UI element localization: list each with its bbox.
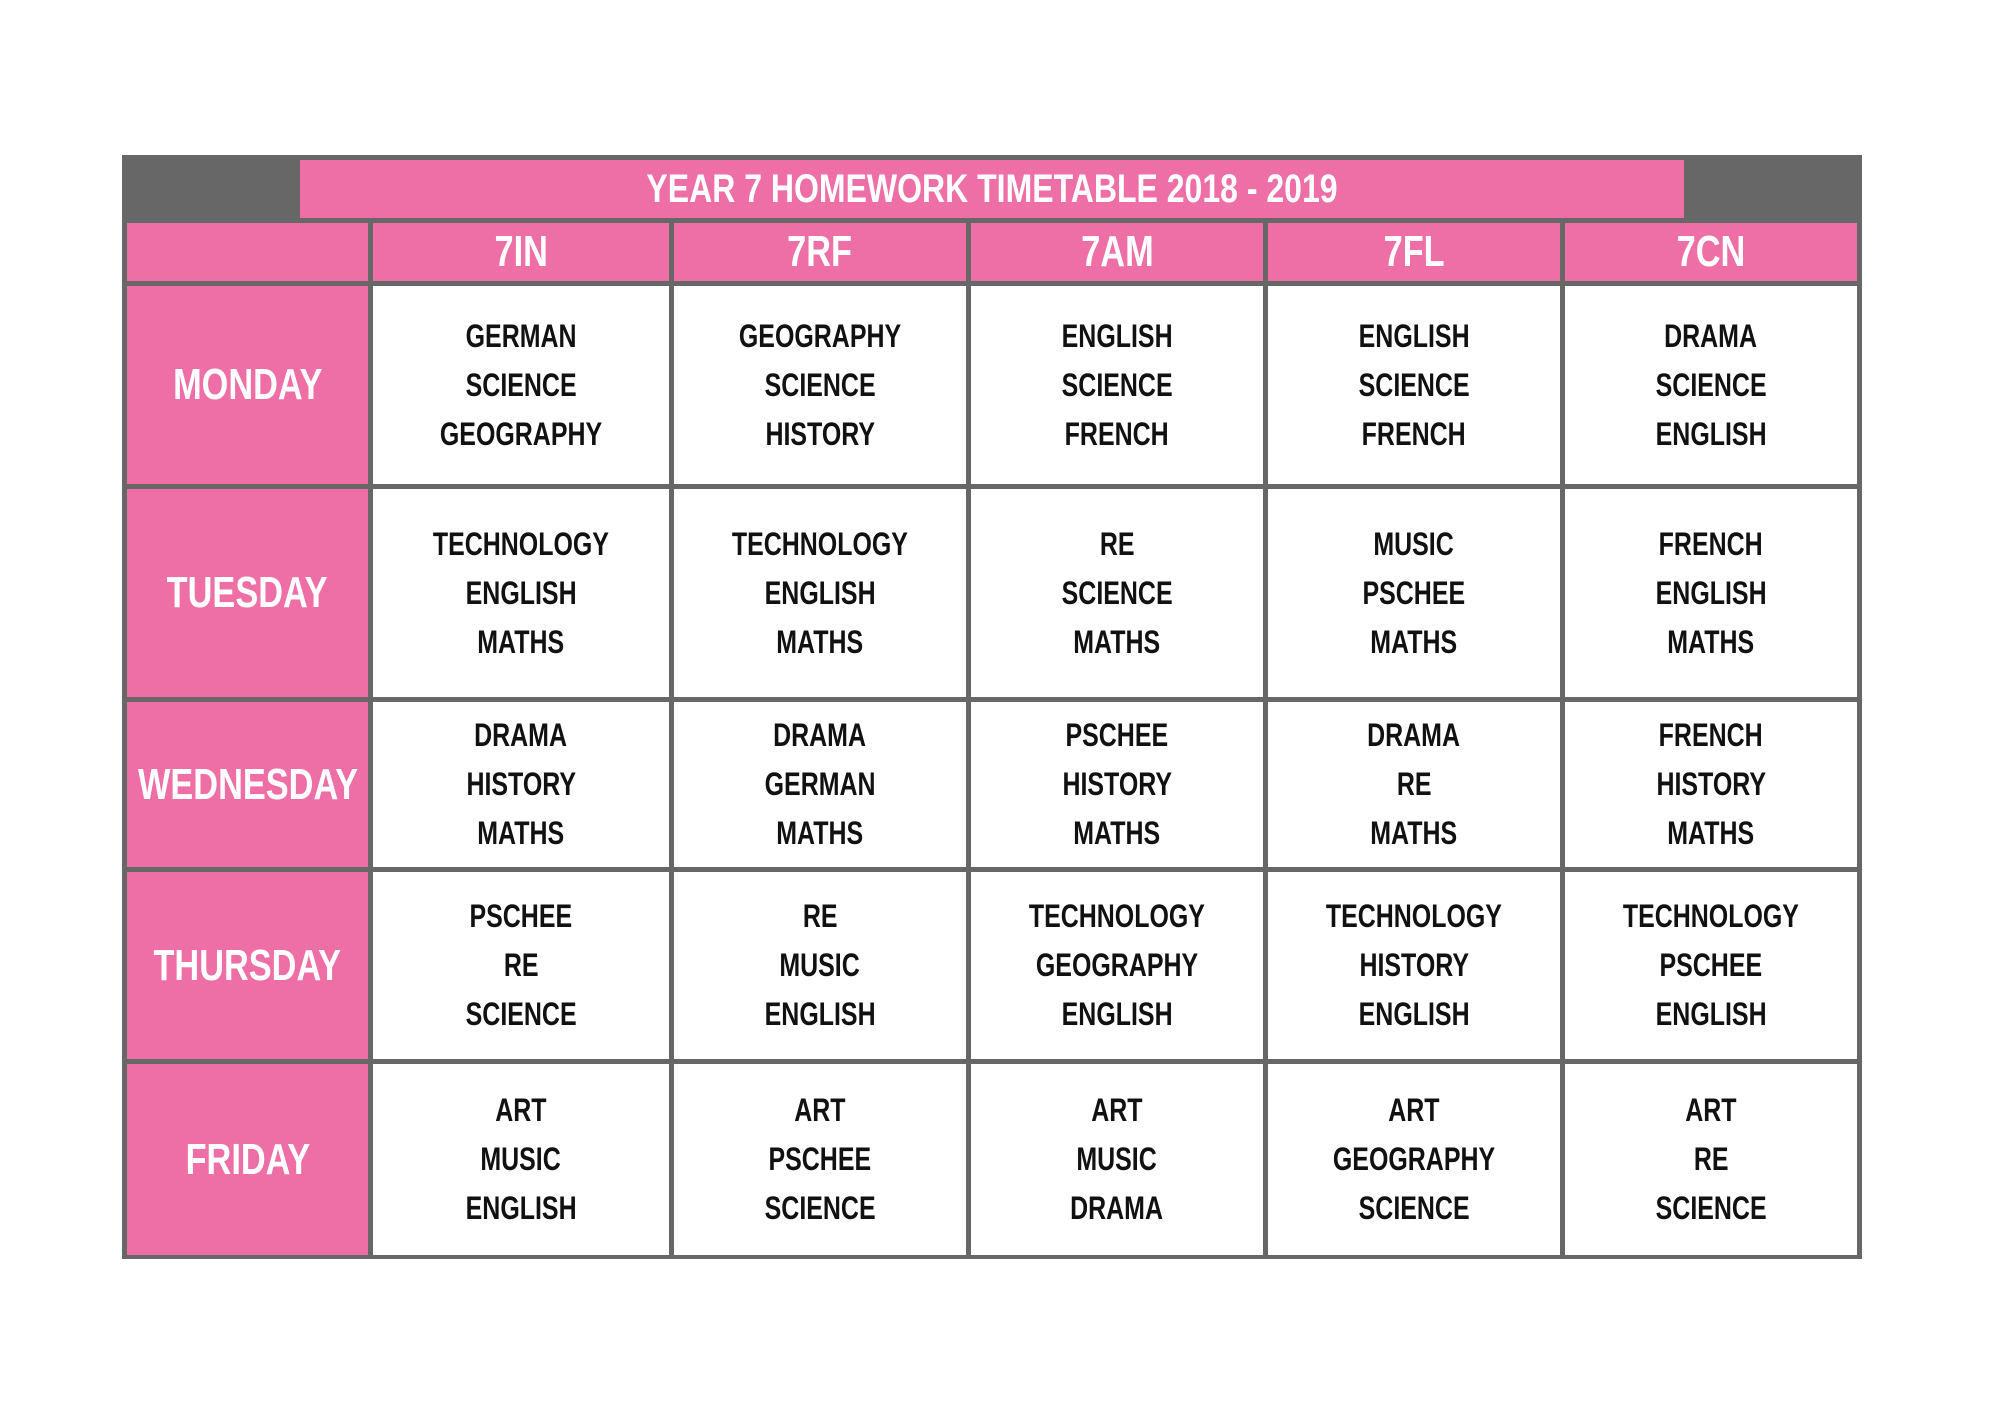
subject-text: SCIENCE <box>465 366 577 403</box>
subject-text: TECHNOLOGY <box>1622 898 1800 934</box>
subject-cell <box>971 286 1263 484</box>
subject-text: ENGLISH <box>1655 574 1767 611</box>
subject-cell <box>373 286 669 484</box>
class-header-7in <box>373 223 669 281</box>
subject-text: ENGLISH <box>764 996 876 1032</box>
subject-text: TECHNOLOGY <box>1325 898 1503 934</box>
subject-cell <box>674 286 966 484</box>
subject-text: SCIENCE <box>1655 366 1767 403</box>
subject-text: MATHS <box>477 623 565 660</box>
subject-cell <box>971 702 1263 867</box>
subject-text: FRENCH <box>1064 415 1169 452</box>
subject-text: GEOGRAPHY <box>738 317 902 354</box>
subject-text: GEOGRAPHY <box>439 415 603 452</box>
subject-cell <box>674 489 966 697</box>
subject-text: HISTORY <box>1062 766 1172 802</box>
subject-text: MATHS <box>1667 623 1755 660</box>
subject-text: RE <box>503 947 539 983</box>
subject-text: RE <box>1396 766 1432 802</box>
subject-cell <box>674 1064 966 1255</box>
subject-text: SCIENCE <box>1061 366 1173 403</box>
subject-text: PSCHEE <box>1362 574 1466 611</box>
subject-text: HISTORY <box>765 415 875 452</box>
subject-text: FRENCH <box>1658 717 1763 753</box>
subject-text: MUSIC <box>1373 525 1455 562</box>
day-label-text: MONDAY <box>172 360 323 409</box>
subject-text: SCIENCE <box>465 996 577 1032</box>
class-header-label: 7RF <box>787 227 853 276</box>
subject-text: SCIENCE <box>1061 574 1173 611</box>
subject-text: SCIENCE <box>1655 1190 1767 1226</box>
subject-text: ART <box>794 1092 846 1128</box>
day-label-tuesday <box>127 489 368 697</box>
subject-cell <box>373 702 669 867</box>
subject-text: ENGLISH <box>465 574 577 611</box>
subject-cell <box>1268 1064 1560 1255</box>
subject-text: TECHNOLOGY <box>432 525 610 562</box>
class-header-label: 7FL <box>1383 227 1445 276</box>
subject-cell <box>971 489 1263 697</box>
class-header-label: 7AM <box>1080 227 1154 276</box>
subject-cell <box>1565 286 1857 484</box>
day-label-text: WEDNESDAY <box>137 759 358 809</box>
subject-text: ENGLISH <box>1358 317 1470 354</box>
subject-text: RE <box>1099 525 1135 562</box>
subject-text: DRAMA <box>1070 1190 1164 1226</box>
subject-cell <box>373 872 669 1059</box>
subject-text: ART <box>1091 1092 1143 1128</box>
subject-text: ENGLISH <box>1655 996 1767 1032</box>
day-label-monday <box>127 286 368 484</box>
class-header-7cn <box>1565 223 1857 281</box>
subject-text: HISTORY <box>1656 766 1766 802</box>
subject-text: MATHS <box>776 815 864 851</box>
subject-text: TECHNOLOGY <box>1028 898 1206 934</box>
subject-text: PSCHEE <box>1065 717 1169 753</box>
subject-text: MUSIC <box>779 947 861 983</box>
class-header-7rf <box>674 223 966 281</box>
homework-timetable <box>122 155 1862 1259</box>
subject-cell <box>1565 872 1857 1059</box>
subject-text: ENGLISH <box>1655 415 1767 452</box>
subject-cell <box>1268 702 1560 867</box>
subject-text: ART <box>1388 1092 1440 1128</box>
subject-cell <box>1565 1064 1857 1255</box>
subject-text: ENGLISH <box>1061 317 1173 354</box>
subject-text: MATHS <box>1073 623 1161 660</box>
subject-cell <box>373 1064 669 1255</box>
subject-text: MATHS <box>1370 815 1458 851</box>
subject-cell <box>971 1064 1263 1255</box>
subject-text: MUSIC <box>480 1141 562 1177</box>
subject-text: SCIENCE <box>1358 366 1470 403</box>
subject-cell <box>1268 489 1560 697</box>
day-label-text: TUESDAY <box>167 568 328 617</box>
subject-text: GEOGRAPHY <box>1332 1141 1496 1177</box>
subject-cell <box>1268 872 1560 1059</box>
subject-text: HISTORY <box>466 766 576 802</box>
subject-text: MATHS <box>1370 623 1458 660</box>
class-header-label: 7CN <box>1676 227 1746 276</box>
subject-text: SCIENCE <box>764 366 876 403</box>
subject-text: ENGLISH <box>1061 996 1173 1032</box>
subject-text: SCIENCE <box>1358 1190 1470 1226</box>
subject-text: GEOGRAPHY <box>1035 947 1199 983</box>
subject-text: GERMAN <box>465 317 577 354</box>
subject-cell <box>674 702 966 867</box>
subject-text: DRAMA <box>474 717 568 753</box>
day-label-thursday <box>127 872 368 1059</box>
subject-text: ENGLISH <box>465 1190 577 1226</box>
subject-text: MATHS <box>776 623 864 660</box>
class-header-label: 7IN <box>494 227 548 276</box>
subject-text: SCIENCE <box>764 1190 876 1226</box>
subject-text: GERMAN <box>764 766 876 802</box>
day-label-wednesday <box>127 702 368 867</box>
subject-text: DRAMA <box>1664 317 1758 354</box>
subject-text: DRAMA <box>773 717 867 753</box>
subject-text: MATHS <box>1667 815 1755 851</box>
subject-text: RE <box>802 898 838 934</box>
day-label-text: THURSDAY <box>153 940 342 990</box>
timetable-title <box>300 160 1684 218</box>
timetable-title-text: YEAR 7 HOMEWORK TIMETABLE 2018 - 2019 <box>646 166 1338 211</box>
subject-text: DRAMA <box>1367 717 1461 753</box>
subject-text: ENGLISH <box>1358 996 1470 1032</box>
subject-text: FRENCH <box>1658 525 1763 562</box>
subject-cell <box>1565 702 1857 867</box>
subject-text: ART <box>495 1092 547 1128</box>
subject-cell <box>1565 489 1857 697</box>
subject-cell <box>373 489 669 697</box>
subject-text: HISTORY <box>1359 947 1469 983</box>
subject-text: FRENCH <box>1361 415 1466 452</box>
subject-text: MUSIC <box>1076 1141 1158 1177</box>
subject-text: PSCHEE <box>469 898 573 934</box>
class-header-7fl <box>1268 223 1560 281</box>
subject-text: ART <box>1685 1092 1737 1128</box>
subject-text: MATHS <box>1073 815 1161 851</box>
subject-cell <box>674 872 966 1059</box>
class-header-7am <box>971 223 1263 281</box>
day-label-friday <box>127 1064 368 1255</box>
subject-text: ENGLISH <box>764 574 876 611</box>
subject-text: PSCHEE <box>768 1141 872 1177</box>
day-label-text: FRIDAY <box>185 1134 310 1184</box>
subject-text: PSCHEE <box>1659 947 1763 983</box>
subject-text: TECHNOLOGY <box>731 525 909 562</box>
subject-text: RE <box>1693 1141 1729 1177</box>
corner-cell <box>127 223 368 281</box>
subject-cell <box>1268 286 1560 484</box>
subject-cell <box>971 872 1263 1059</box>
subject-text: MATHS <box>477 815 565 851</box>
